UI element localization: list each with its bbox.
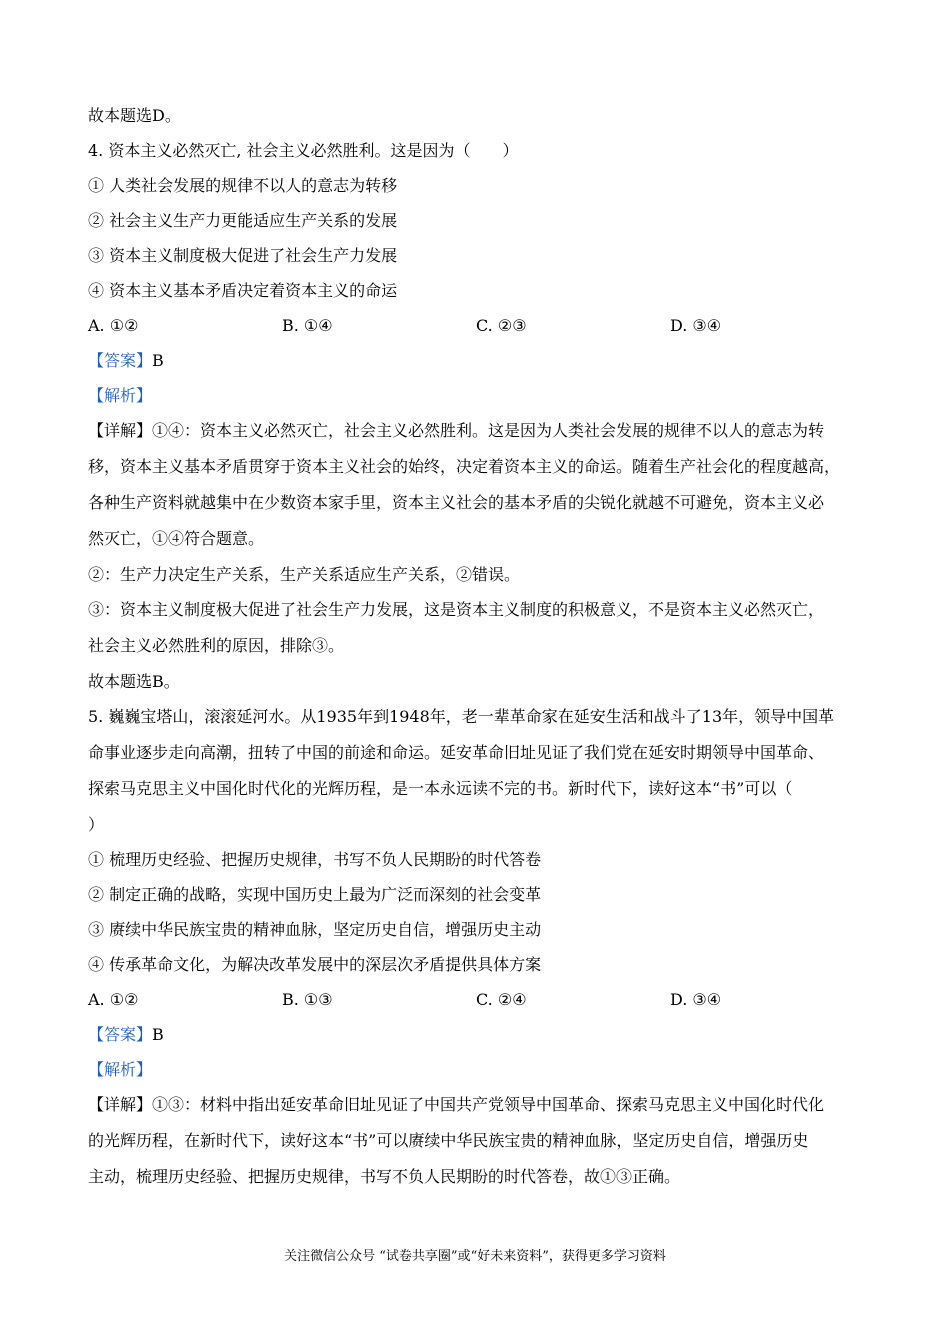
q5-analysis-tag: 【解析】 [88, 1060, 153, 1079]
q4-option-a: A. ①② [88, 316, 139, 335]
q4-detail-2: ②：生产力决定生产关系，生产关系适应生产关系，②错误。 [88, 565, 521, 584]
q5-detail-line: 【详解】①③：材料中指出延安革命旧址见证了中国共产党领导中国革命、探索马克思主义中国化时代化 [88, 1095, 825, 1114]
q4-analysis-tag: 【解析】 [88, 386, 153, 405]
q4-detail-line: 移，资本主义基本矛盾贯穿于资本主义社会的始终，决定着资本主义的命运。随着生产社会化的程度越高， [88, 457, 841, 476]
q5-option-b: B. ①③ [282, 990, 333, 1009]
document-body [88, 98, 868, 1195]
q5-answer-value: B [152, 1025, 164, 1044]
q5-detail-line: 的光辉历程，在新时代下，读好这本“书”可以赓续中华民族宝贵的精神血脉，坚定历史自信，增强历史 [88, 1131, 809, 1150]
q4-option-c: C. ②③ [476, 316, 527, 335]
q4-option-d: D. ③④ [670, 316, 722, 335]
q5-item: ② 制定正确的战略，实现中国历史上最为广泛而深刻的社会变革 [88, 885, 542, 904]
q5-options [88, 982, 868, 1017]
page-footer: 关注微信公众号 “试卷共享圈”或“好未来资料”，获得更多学习资料 [284, 1249, 666, 1264]
q4-item: ④ 资本主义基本矛盾决定着资本主义的命运 [88, 281, 398, 300]
q5-answer-tag: 【答案】 [88, 1025, 153, 1044]
q4-detail-3-line: 社会主义必然胜利的原因，排除③。 [88, 636, 345, 655]
q5-stem-line: 5. 巍巍宝塔山，滚滚延河水。从1935年到1948年，老一辈革命家在延安生活和战斗了13年，领导中国革 [88, 707, 835, 726]
q5-analysis-heading [88, 1052, 868, 1087]
previous-answer-conclusion: 故本题选D。 [88, 106, 181, 125]
q4-analysis-heading [88, 378, 868, 413]
q5-option-c: C. ②④ [476, 990, 527, 1009]
q4-option-b: B. ①④ [282, 316, 333, 335]
q4-detail-3-line: ③：资本主义制度极大促进了社会生产力发展，这是资本主义制度的积极意义，不是资本主义必然灭亡， [88, 600, 825, 619]
q5-stem-line: 命事业逐步走向高潮，扭转了中国的前途和命运。延安革命旧址见证了我们党在延安时期领导中国革命、 [88, 743, 825, 762]
q4-detail-line: 各种生产资料就越集中在少数资本家手里，资本主义社会的基本矛盾的尖锐化就越不可避免，资本主义必 [88, 493, 825, 512]
q5-item: ④ 传承革命文化，为解决改革发展中的深层次矛盾提供具体方案 [88, 955, 542, 974]
q4-item: ③ 资本主义制度极大促进了社会生产力发展 [88, 246, 398, 265]
q4-answer-value: B [152, 351, 164, 370]
q5-stem-line: 探索马克思主义中国化时代化的光辉历程，是一本永远读不完的书。新时代下，读好这本“书”可以（ [88, 779, 793, 798]
q5-stem-line: ） [88, 815, 105, 834]
q4-conclusion: 故本题选B。 [88, 672, 180, 691]
q4-options [88, 308, 868, 343]
q5-option-a: A. ①② [88, 990, 139, 1009]
q5-option-d: D. ③④ [670, 990, 722, 1009]
q4-item: ② 社会主义生产力更能适应生产关系的发展 [88, 211, 398, 230]
q4-stem: 4. 资本主义必然灭亡, 社会主义必然胜利。这是因为（ ） [88, 141, 519, 160]
q4-answer [88, 343, 868, 378]
q4-detail-line: 然灭亡，①④符合题意。 [88, 529, 265, 548]
q4-item: ① 人类社会发展的规律不以人的意志为转移 [88, 176, 398, 195]
q5-detail-line: 主动，梳理历史经验、把握历史规律，书写不负人民期盼的时代答卷，故①③正确。 [88, 1167, 681, 1186]
q4-answer-tag: 【答案】 [88, 351, 153, 370]
q5-item: ③ 赓续中华民族宝贵的精神血脉，坚定历史自信，增强历史主动 [88, 920, 542, 939]
q4-detail-line: 【详解】①④：资本主义必然灭亡，社会主义必然胜利。这是因为人类社会发展的规律不以人的意志为转 [88, 421, 825, 440]
q5-item: ① 梳理历史经验、把握历史规律，书写不负人民期盼的时代答卷 [88, 850, 542, 869]
q5-answer [88, 1017, 868, 1052]
